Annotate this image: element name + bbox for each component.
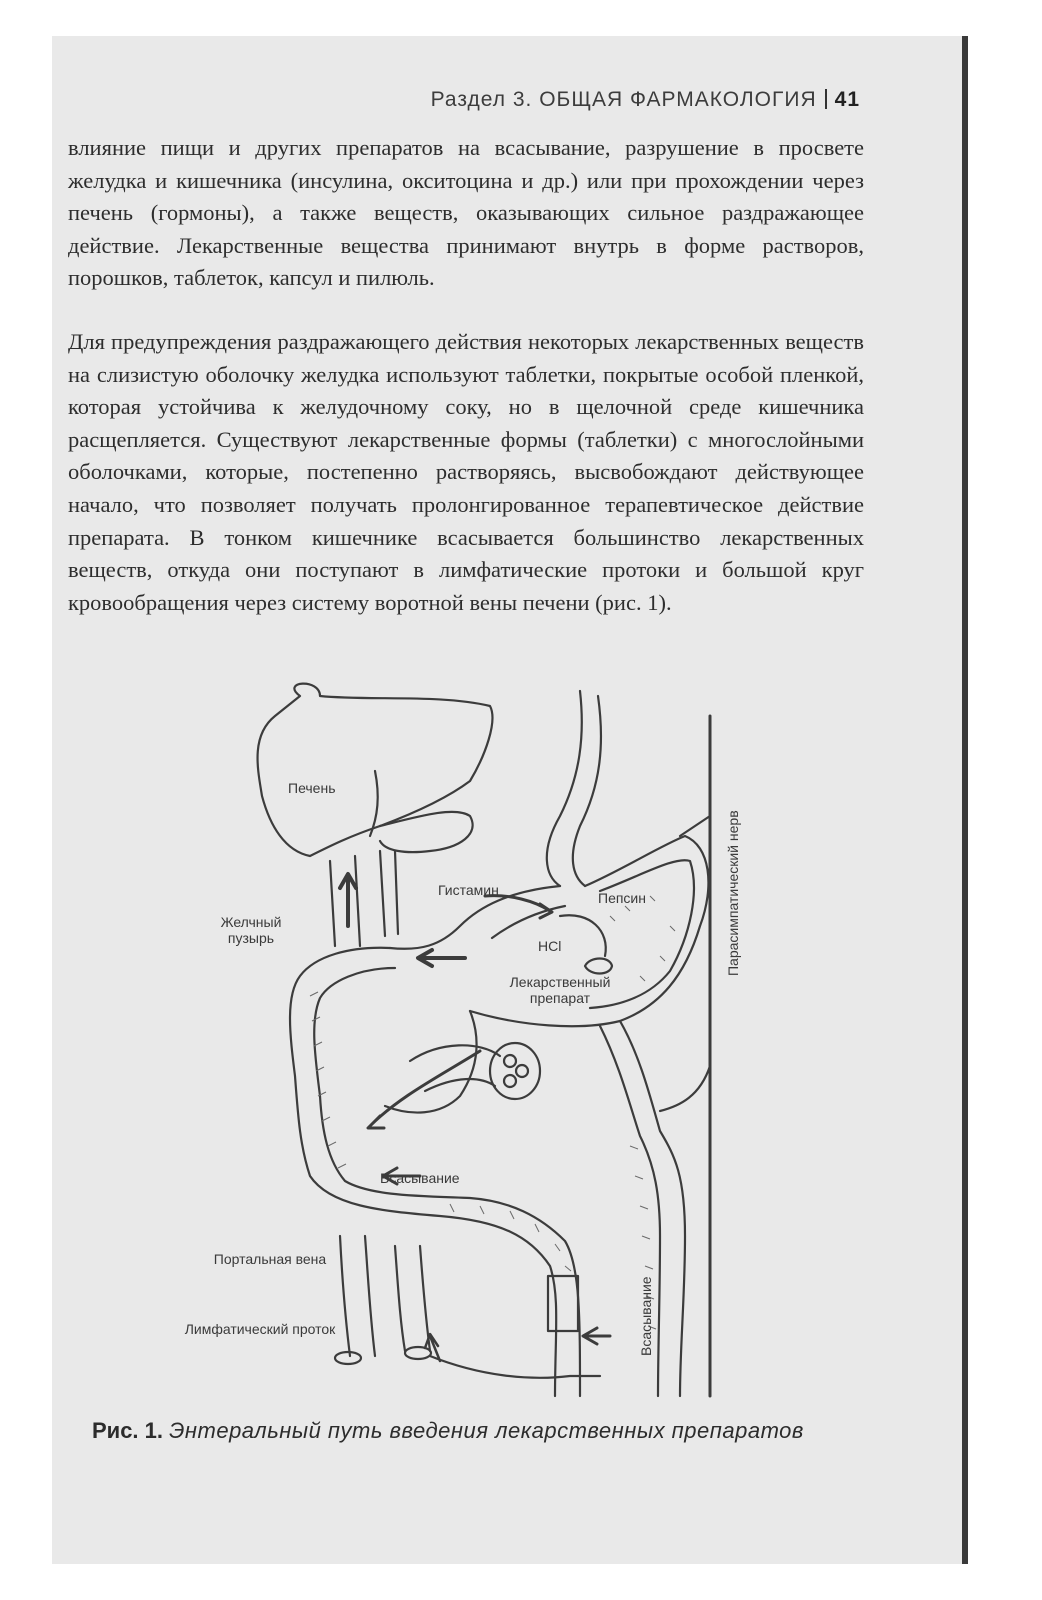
figure-caption bbox=[92, 1418, 892, 1444]
label-lymph-duct: Лимфатический проток bbox=[184, 1321, 336, 1337]
paragraph-2-text: Для предупреждения раздражающего действия некоторых лекарственных веществ на слизистую оболочку желудка используют таблетки, покрытые особой пленкой, которая устойчива к желудочному соку, но в щелочной среде кишечника расщепляется. Существуют лекарственные формы (таблетки) с многослойными оболочками, которые, постепенно растворяясь, высвобождают действующее начало, что позволяет получать пролонгированное терапевтическое действие препарата. В тонком кишечнике всасывается большинство лекарственных веществ, откуда они поступают в лимфатические протоки и большой круг кровообращения через систему воротной вены печени (рис. 1). bbox=[68, 329, 864, 615]
intestine-wall-segment bbox=[548, 1276, 578, 1331]
caption-label: Рис. 1. bbox=[92, 1418, 164, 1443]
label-absorption-vertical: Всасывание bbox=[638, 1276, 654, 1356]
page-number: 41 bbox=[834, 88, 860, 111]
gallbladder-shape bbox=[380, 812, 473, 852]
drug-pill bbox=[585, 959, 612, 974]
caption-text: Энтеральный путь введения лекарственных препаратов bbox=[169, 1418, 804, 1443]
lymph-duct bbox=[395, 1246, 430, 1351]
label-histamine: Гистамин bbox=[438, 882, 499, 898]
running-title: Раздел 3. ОБЩАЯ ФАРМАКОЛОГИЯ bbox=[430, 88, 817, 111]
label-gallbladder: Желчный пузырь bbox=[220, 914, 282, 946]
header-divider bbox=[825, 89, 827, 109]
label-pepsin: Пепсин bbox=[598, 890, 646, 906]
digestive-tract-figure bbox=[180, 676, 760, 1406]
paragraph-1-text: влияние пищи и других препаратов на всасывание, разрушение в просвете желудка и кишечника (инсулина, окситоцина и др.) или при прохождении через печень (гормоны), а также веществ, оказывающих сильное раздражающее действие. Лекарственные вещества принимают внутрь в форме растворов, порошков, таблеток, капсул и пилюль. bbox=[68, 135, 864, 291]
label-vagus-nerve: Парасимпатический нерв bbox=[725, 810, 741, 976]
secretion-arrow bbox=[418, 950, 465, 966]
absorption-arrow-3 bbox=[583, 1328, 610, 1344]
digestive-tract-illustration bbox=[180, 676, 760, 1406]
paragraph-1 bbox=[68, 132, 864, 295]
label-liver: Печень bbox=[288, 780, 336, 796]
liver-shape bbox=[258, 684, 493, 856]
paragraph-2 bbox=[68, 326, 864, 619]
bile-duct bbox=[330, 851, 398, 946]
label-drug: Лекарственный препарат bbox=[509, 974, 611, 1006]
running-head bbox=[350, 88, 860, 112]
label-portal-vein: Портальная вена bbox=[213, 1251, 327, 1267]
vagus-branch-2 bbox=[660, 1066, 710, 1111]
label-hcl: HCl bbox=[538, 938, 562, 954]
label-absorption: Всасывание bbox=[380, 1170, 460, 1186]
esophagus bbox=[547, 691, 601, 886]
return-line bbox=[430, 1356, 600, 1378]
portal-vein bbox=[340, 1236, 375, 1356]
pepsin-loop bbox=[560, 915, 606, 956]
vagus-branch-1 bbox=[680, 816, 710, 836]
bile-arrow bbox=[340, 874, 356, 926]
